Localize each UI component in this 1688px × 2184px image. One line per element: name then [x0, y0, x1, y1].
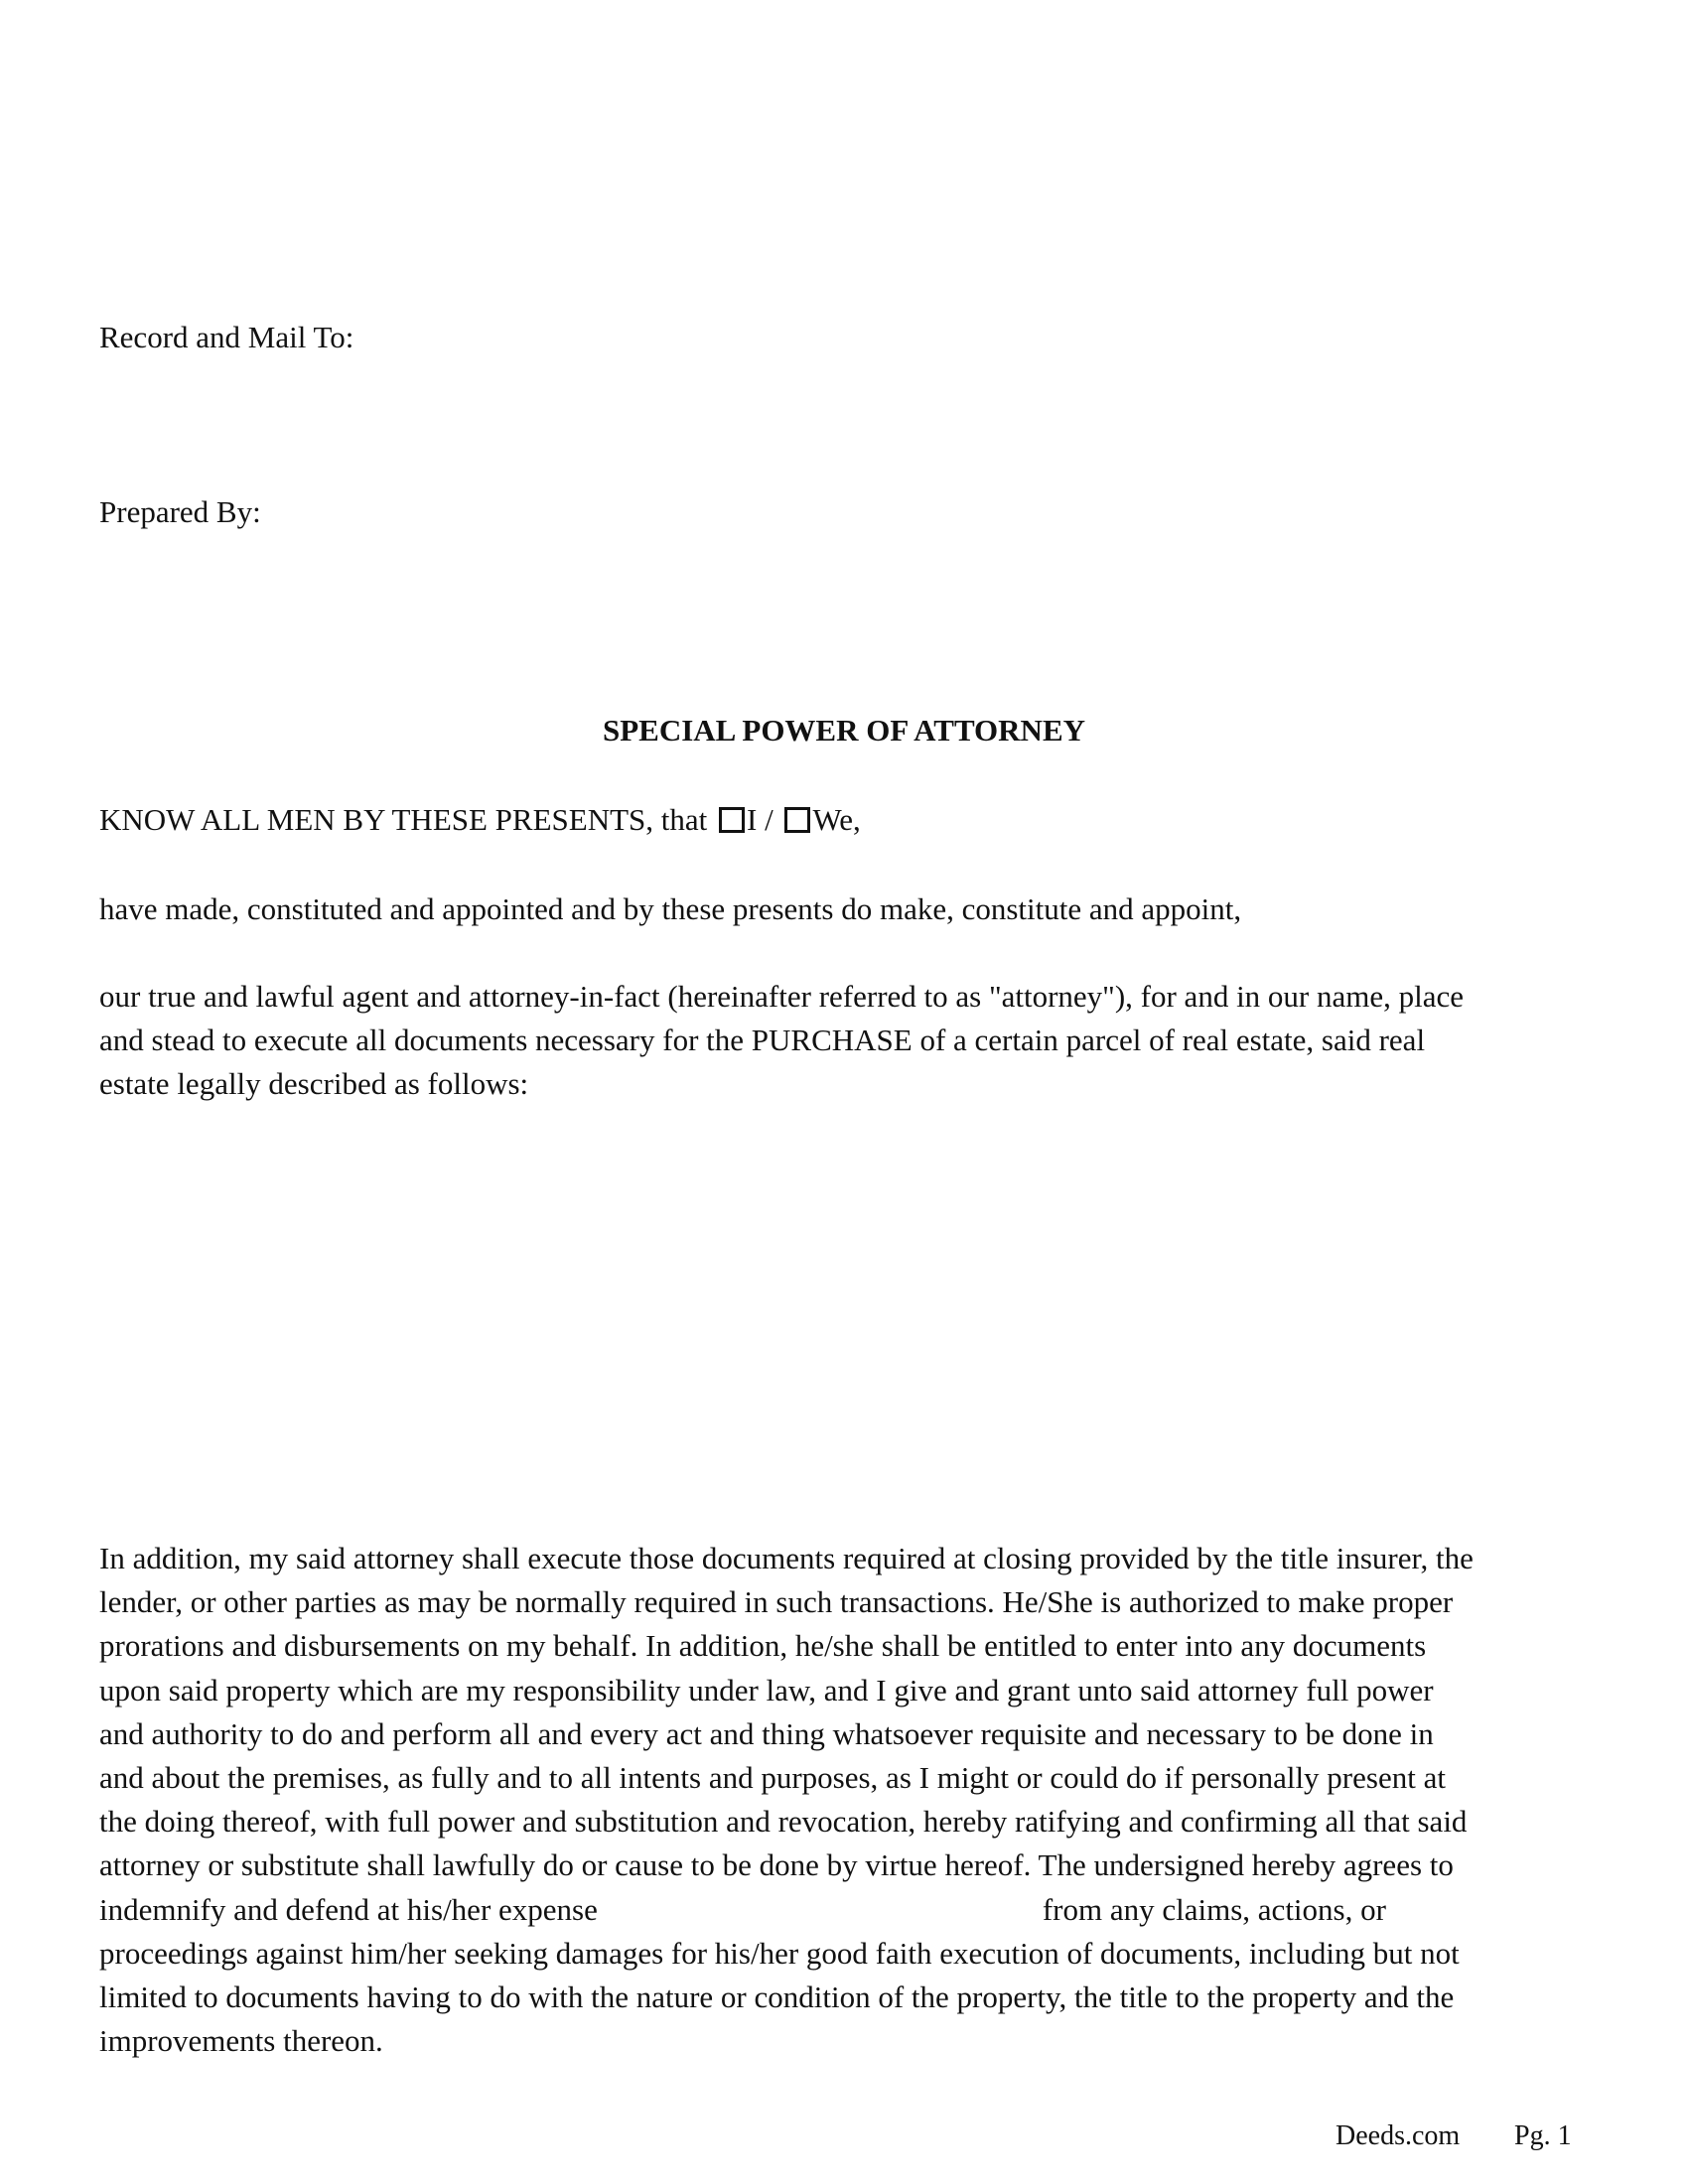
option-i-label: I /: [747, 802, 774, 837]
intro-line: [99, 798, 861, 842]
addition-paragraph-line: and about the premises, as fully and to all intents and purposes, as I might or could do if personally present at: [99, 1759, 1446, 1795]
checkbox-we[interactable]: [784, 807, 810, 833]
addition-closing-line: limited to documents having to do with the nature or condition of the property, the title to the property and the: [99, 1979, 1455, 2014]
agent-paragraph-line: estate legally described as follows:: [99, 1066, 529, 1102]
document-title: SPECIAL POWER OF ATTORNEY: [602, 713, 1086, 748]
checkbox-i[interactable]: [719, 807, 745, 833]
indemnify-after: from any claims, actions, or: [1042, 1891, 1386, 1927]
addition-paragraph-line: attorney or substitute shall lawfully do or cause to be done by virtue hereof. The undersigned hereby agrees to: [99, 1847, 1454, 1883]
agent-paragraph-line: our true and lawful agent and attorney-in-fact (hereinafter referred to as "attorney"), for and in our name, place: [99, 979, 1465, 1014]
indemnify-line: [99, 1888, 1599, 1932]
agent-paragraph: [99, 975, 1599, 1107]
addition-paragraph-line: the doing thereof, with full power and substitution and revocation, hereby ratifying and confirming all that said: [99, 1804, 1468, 1840]
record-and-mail-label: Record and Mail To:: [99, 320, 354, 354]
prepared-by-label: Prepared By:: [99, 494, 261, 529]
footer-page-number: Pg. 1: [1514, 2120, 1572, 2151]
addition-paragraph-line: and authority to do and perform all and every act and thing whatsoever requisite and necessary to be done in: [99, 1715, 1434, 1751]
appointment-line: have made, constituted and appointed and by these presents do make, constitute and appoint,: [99, 891, 1242, 926]
addition-paragraph: [99, 1537, 1599, 2063]
addition-paragraph-line: In addition, my said attorney shall execute those documents required at closing provided by the title insurer, the: [99, 1541, 1474, 1575]
addition-closing-line: improvements thereon.: [99, 2023, 383, 2059]
intro-prefix: KNOW ALL MEN BY THESE PRESENTS, that: [99, 802, 708, 837]
option-we-label: We,: [812, 802, 861, 837]
addition-paragraph-line: prorations and disbursements on my behalf. In addition, he/she shall be entitled to enter into any documents: [99, 1628, 1427, 1664]
indemnify-before: indemnify and defend at his/her expense: [99, 1891, 598, 1927]
agent-paragraph-line: and stead to execute all documents necessary for the PURCHASE of a certain parcel of real estate, said real: [99, 1023, 1426, 1058]
footer-brand: Deeds.com: [1336, 2120, 1461, 2151]
addition-paragraph-line: lender, or other parties as may be normally required in such transactions. He/She is authorized to make proper: [99, 1584, 1454, 1620]
addition-paragraph-line: upon said property which are my responsibility under law, and I give and grant unto said attorney full power: [99, 1672, 1434, 1707]
addition-closing-line: proceedings against him/her seeking damages for his/her good faith execution of documents, including but not: [99, 1935, 1460, 1971]
